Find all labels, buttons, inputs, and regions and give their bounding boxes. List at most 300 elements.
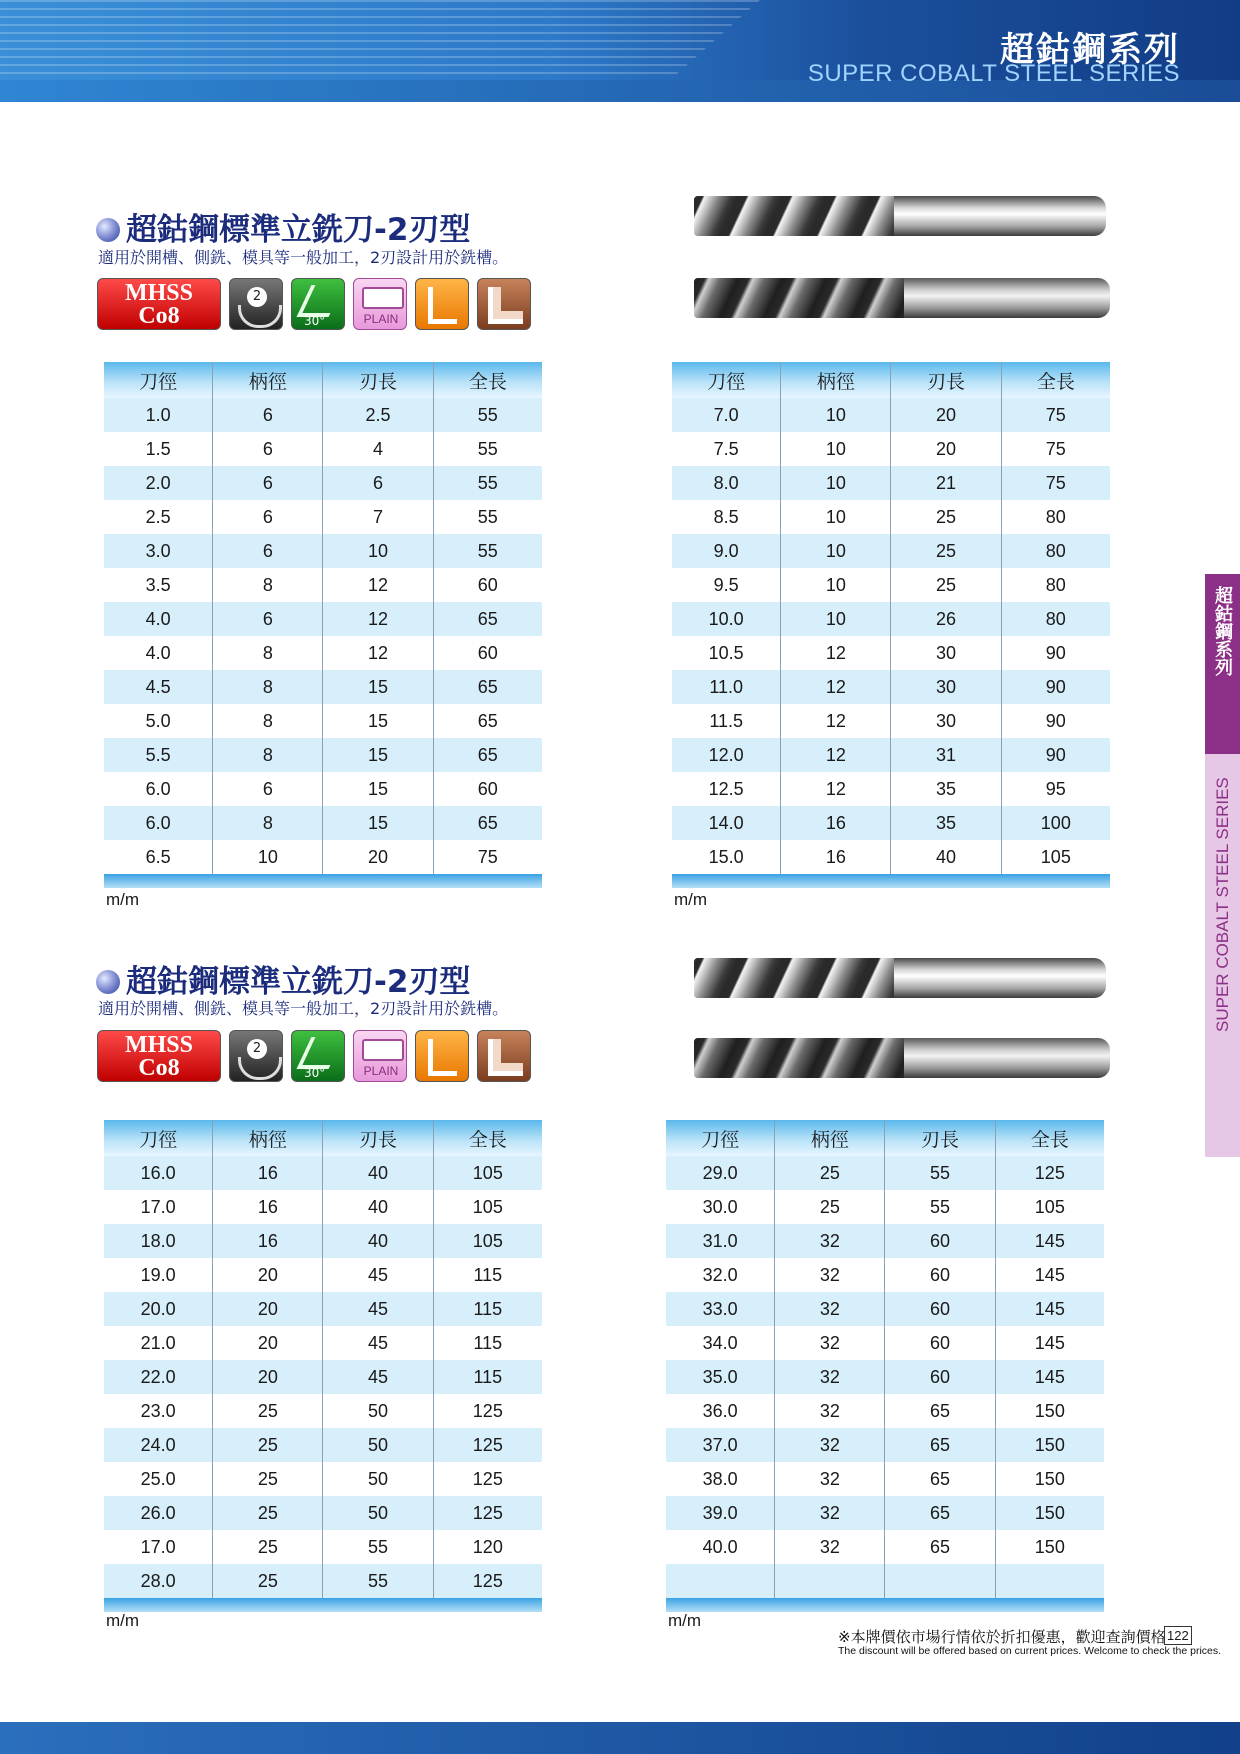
table-header-row: [672, 362, 1110, 398]
unit-label-1: m/m: [106, 890, 140, 909]
table-cell: 21: [891, 466, 1001, 500]
table-cell: 60: [885, 1360, 995, 1394]
table-cell: 12: [781, 670, 891, 704]
table-cell: [666, 1564, 775, 1598]
table-cell: 60: [885, 1224, 995, 1258]
column-header: 刀徑: [104, 362, 213, 398]
header-title-en: SUPER COBALT STEEL SERIES: [807, 60, 1180, 87]
table-cell: 32: [775, 1530, 885, 1564]
table-row: [104, 738, 542, 772]
table-row: [672, 432, 1110, 466]
table-cell: 26: [891, 602, 1001, 636]
table-cell: 115: [433, 1258, 542, 1292]
bullet-icon: [96, 970, 120, 994]
side-tab-label-zh: 超鈷鋼系列: [1212, 586, 1233, 676]
flute-count: 2: [247, 287, 267, 307]
table-cell: 20: [213, 1292, 323, 1326]
end-mill-image-uncoated: [694, 196, 1106, 236]
table-cell: 7.0: [672, 398, 781, 432]
table-cell: 25: [213, 1394, 323, 1428]
table-cell: 6: [213, 432, 323, 466]
unit-label-3: m/m: [106, 1611, 140, 1630]
table-cell: 8.0: [672, 466, 781, 500]
table-cell: 15.0: [672, 840, 781, 874]
table-cell: 32: [775, 1326, 885, 1360]
table-cell: 31.0: [666, 1224, 775, 1258]
table-row: [104, 466, 542, 500]
section-1-subtitle: 適用於開槽、側銑、模具等一般加工，2刃設計用於銑槽。: [98, 248, 509, 267]
table-row: [666, 1292, 1104, 1326]
table-row: [672, 704, 1110, 738]
table-footer-bar: [672, 874, 1110, 888]
table-row: [672, 670, 1110, 704]
material-line-1: MHSS: [124, 1032, 193, 1058]
table-cell: 55: [323, 1564, 433, 1598]
table-cell: 32: [775, 1394, 885, 1428]
table-cell: 39.0: [666, 1496, 775, 1530]
table-cell: 15: [323, 738, 433, 772]
table-cell: 145: [995, 1292, 1104, 1326]
table-cell: 12: [781, 772, 891, 806]
table-row: [666, 1462, 1104, 1496]
table-cell: 65: [885, 1496, 995, 1530]
table-cell: 60: [885, 1326, 995, 1360]
price-note-zh: ※本牌價依市場行情依於折扣優惠，歡迎查詢價格: [838, 1628, 1166, 1646]
table-row: [672, 466, 1110, 500]
table-cell: 105: [433, 1224, 542, 1258]
table-cell: 32: [775, 1224, 885, 1258]
table-row: [666, 1496, 1104, 1530]
table-cell: 50: [323, 1496, 433, 1530]
table-cell: 32: [775, 1462, 885, 1496]
column-header: 柄徑: [775, 1120, 885, 1156]
table-cell: 16: [213, 1224, 323, 1258]
table-cell: 9.0: [672, 534, 781, 568]
table-cell: 65: [433, 670, 542, 704]
table-cell: 25: [891, 568, 1001, 602]
page-number: 122: [1164, 1626, 1192, 1645]
unit-label-2: m/m: [674, 890, 708, 909]
column-header: 刃長: [891, 362, 1001, 398]
table-cell: 10.5: [672, 636, 781, 670]
table-row: [672, 636, 1110, 670]
table-row: [666, 1360, 1104, 1394]
table-cell: 6: [213, 466, 323, 500]
table-cell: 50: [323, 1462, 433, 1496]
table-cell: 25: [775, 1156, 885, 1190]
table-cell: 75: [1001, 432, 1110, 466]
table-cell: 65: [433, 738, 542, 772]
table-row: [672, 602, 1110, 636]
two-flute-icon: [229, 278, 283, 330]
shank-label: PLAIN: [363, 312, 399, 326]
table-row: [104, 1292, 542, 1326]
table-row: [104, 568, 542, 602]
table-cell: 8: [213, 568, 323, 602]
table-cell: 65: [885, 1462, 995, 1496]
table-cell: 23.0: [104, 1394, 213, 1428]
table-cell: 17.0: [104, 1530, 213, 1564]
table-cell: 21.0: [104, 1326, 213, 1360]
table-cell: 115: [433, 1292, 542, 1326]
table-cell: [995, 1564, 1104, 1598]
table-cell: 150: [995, 1462, 1104, 1496]
table-row: [104, 534, 542, 568]
spec-table-3: [104, 1120, 542, 1612]
table-cell: 14.0: [672, 806, 781, 840]
table-cell: 125: [433, 1462, 542, 1496]
column-header: 全長: [433, 1120, 542, 1156]
table-cell: 145: [995, 1360, 1104, 1394]
table-cell: 90: [1001, 670, 1110, 704]
table-cell: 10: [781, 500, 891, 534]
table-cell: 32: [775, 1496, 885, 1530]
table-cell: 40: [891, 840, 1001, 874]
mhss-co8-icon: [97, 278, 221, 330]
helix-angle-label: 30°: [304, 314, 326, 328]
side-milling-icon: [415, 1030, 469, 1082]
table-row: [104, 806, 542, 840]
table-cell: 2.0: [104, 466, 213, 500]
table-cell: 12: [781, 636, 891, 670]
table-row: [104, 636, 542, 670]
price-note-en: The discount will be offered based on current prices. Welcome to check the prices.: [838, 1645, 1222, 1657]
table-footer-bar: [104, 1598, 542, 1612]
table-cell: 125: [433, 1496, 542, 1530]
table-cell: 6.5: [104, 840, 213, 874]
material-line-2: Co8: [138, 303, 180, 329]
table-cell: 12: [323, 636, 433, 670]
table-cell: 20.0: [104, 1292, 213, 1326]
table-row: [666, 1428, 1104, 1462]
table-cell: 25.0: [104, 1462, 213, 1496]
table-cell: 115: [433, 1326, 542, 1360]
section-2-title-text: 超鈷鋼標準立銑刀-2刃型: [126, 964, 471, 1000]
table-cell: 105: [433, 1190, 542, 1224]
table-cell: 6: [213, 602, 323, 636]
table-cell: 12.5: [672, 772, 781, 806]
table-cell: 55: [433, 500, 542, 534]
table-cell: 145: [995, 1224, 1104, 1258]
section-2-subtitle: 適用於開槽、側銑、模具等一般加工，2刃設計用於銑槽。: [98, 999, 509, 1018]
table-cell: 32.0: [666, 1258, 775, 1292]
table-cell: 16: [781, 806, 891, 840]
table-cell: 90: [1001, 636, 1110, 670]
table-row: [666, 1394, 1104, 1428]
column-header: 柄徑: [781, 362, 891, 398]
table-cell: 55: [433, 398, 542, 432]
table-cell: 25: [775, 1190, 885, 1224]
table-row: [104, 1326, 542, 1360]
table-cell: 10: [781, 534, 891, 568]
table-cell: 30: [891, 704, 1001, 738]
table-cell: 32: [775, 1360, 885, 1394]
table-row: [104, 1258, 542, 1292]
footer-band: [0, 1722, 1240, 1754]
table-cell: 10: [781, 568, 891, 602]
table-cell: 3.5: [104, 568, 213, 602]
table-cell: 12.0: [672, 738, 781, 772]
table-row: [666, 1530, 1104, 1564]
table-cell: 100: [1001, 806, 1110, 840]
table-cell: 25: [213, 1530, 323, 1564]
bullet-icon: [96, 218, 120, 242]
table-cell: 16.0: [104, 1156, 213, 1190]
column-header: 全長: [433, 362, 542, 398]
table-cell: 22.0: [104, 1360, 213, 1394]
table-cell: 32: [775, 1292, 885, 1326]
table-cell: 3.0: [104, 534, 213, 568]
table-cell: 105: [433, 1156, 542, 1190]
table-row: [672, 534, 1110, 568]
table-header-row: [104, 362, 542, 398]
table-row: [104, 1428, 542, 1462]
end-mill-image-uncoated: [694, 958, 1106, 998]
end-mill-image-coated: [694, 278, 1110, 318]
side-tab-label-en: SUPER COBALT STEEL SERIES: [1213, 777, 1232, 1033]
column-header: 全長: [995, 1120, 1104, 1156]
table-row: [104, 1496, 542, 1530]
table-cell: 6: [323, 466, 433, 500]
table-cell: 1.0: [104, 398, 213, 432]
table-cell: 8: [213, 704, 323, 738]
table-row: [672, 398, 1110, 432]
table-cell: 33.0: [666, 1292, 775, 1326]
table-cell: 40.0: [666, 1530, 775, 1564]
table-cell: 35: [891, 772, 1001, 806]
table-row: [104, 1462, 542, 1496]
table-cell: 34.0: [666, 1326, 775, 1360]
table-cell: 45: [323, 1258, 433, 1292]
table-cell: 8.5: [672, 500, 781, 534]
table-cell: 80: [1001, 500, 1110, 534]
table-cell: 25: [891, 534, 1001, 568]
table-row: [104, 1530, 542, 1564]
header-title-zh: 超鈷鋼系列: [1000, 30, 1180, 70]
table-row: [666, 1224, 1104, 1258]
table-cell: 5.0: [104, 704, 213, 738]
table-cell: 45: [323, 1292, 433, 1326]
table-cell: 40: [323, 1224, 433, 1258]
table-cell: 4.0: [104, 602, 213, 636]
table-cell: 55: [433, 534, 542, 568]
table-cell: 55: [885, 1190, 995, 1224]
table-cell: 65: [885, 1530, 995, 1564]
table-cell: 15: [323, 704, 433, 738]
table-cell: 11.0: [672, 670, 781, 704]
table-cell: 105: [995, 1190, 1104, 1224]
table-row: [104, 500, 542, 534]
section-2-feature-icons: [97, 1030, 531, 1084]
table-cell: 65: [433, 602, 542, 636]
table-cell: 125: [433, 1428, 542, 1462]
table-row: [666, 1326, 1104, 1360]
table-row: [104, 1360, 542, 1394]
table-cell: 150: [995, 1496, 1104, 1530]
table-row: [104, 670, 542, 704]
table-cell: 8: [213, 738, 323, 772]
table-cell: 35.0: [666, 1360, 775, 1394]
table-cell: 2.5: [104, 500, 213, 534]
helix-angle-label: 30°: [304, 1066, 326, 1080]
column-header: 刀徑: [672, 362, 781, 398]
unit-label-4: m/m: [668, 1611, 702, 1630]
table-row: [666, 1190, 1104, 1224]
table-cell: 32: [775, 1428, 885, 1462]
table-cell: 36.0: [666, 1394, 775, 1428]
table-cell: 6.0: [104, 772, 213, 806]
table-cell: 17.0: [104, 1190, 213, 1224]
flute-count: 2: [247, 1039, 267, 1059]
plain-shank-icon: [353, 1030, 407, 1082]
table-cell: 20: [891, 432, 1001, 466]
mhss-co8-icon: [97, 1030, 221, 1082]
table-cell: 150: [995, 1394, 1104, 1428]
table-cell: 125: [995, 1156, 1104, 1190]
table-row: [672, 806, 1110, 840]
helix-angle-icon: [291, 278, 345, 330]
table-cell: 75: [1001, 466, 1110, 500]
table-cell: 6: [213, 534, 323, 568]
shank-label: PLAIN: [363, 1064, 399, 1078]
table-cell: 5.5: [104, 738, 213, 772]
section-1-feature-icons: [97, 278, 531, 332]
table-cell: 20: [213, 1360, 323, 1394]
table-cell: 80: [1001, 534, 1110, 568]
table-cell: 120: [433, 1530, 542, 1564]
table-cell: 10: [781, 466, 891, 500]
table-cell: 7: [323, 500, 433, 534]
table-header-row: [104, 1120, 542, 1156]
column-header: 刀徑: [666, 1120, 775, 1156]
table-cell: 150: [995, 1530, 1104, 1564]
table-cell: 12: [323, 602, 433, 636]
end-mill-image-coated: [694, 1038, 1110, 1078]
table-cell: 105: [1001, 840, 1110, 874]
table-cell: 4: [323, 432, 433, 466]
table-cell: 10.0: [672, 602, 781, 636]
table-cell: 28.0: [104, 1564, 213, 1598]
table-cell: 60: [433, 636, 542, 670]
material-line-2: Co8: [138, 1055, 180, 1081]
table-row: [104, 772, 542, 806]
table-cell: 29.0: [666, 1156, 775, 1190]
table-cell: 6: [213, 772, 323, 806]
table-cell: 80: [1001, 568, 1110, 602]
table-row: [672, 500, 1110, 534]
spec-table-2: [672, 362, 1110, 888]
table-row: [104, 1224, 542, 1258]
table-cell: 45: [323, 1360, 433, 1394]
table-cell: 145: [995, 1258, 1104, 1292]
table-row: [104, 1190, 542, 1224]
column-header: 全長: [1001, 362, 1110, 398]
table-cell: 115: [433, 1360, 542, 1394]
table-cell: 32: [775, 1258, 885, 1292]
table-cell: 50: [323, 1428, 433, 1462]
table-cell: 65: [433, 704, 542, 738]
table-cell: 26.0: [104, 1496, 213, 1530]
table-cell: [775, 1564, 885, 1598]
section-1-title: [96, 204, 470, 249]
table-cell: 50: [323, 1394, 433, 1428]
table-cell: 8: [213, 806, 323, 840]
table-footer-bar: [666, 1598, 1104, 1612]
table-cell: 75: [433, 840, 542, 874]
table-cell: 19.0: [104, 1258, 213, 1292]
table-row: [672, 738, 1110, 772]
table-row: [666, 1258, 1104, 1292]
table-cell: 12: [781, 738, 891, 772]
table-cell: 25: [213, 1564, 323, 1598]
table-row: [672, 568, 1110, 602]
table-cell: 30: [891, 670, 1001, 704]
table-cell: 16: [781, 840, 891, 874]
slotting-icon: [477, 1030, 531, 1082]
table-row: [104, 1394, 542, 1428]
table-cell: 12: [781, 704, 891, 738]
table-footer-bar: [104, 874, 542, 888]
table-cell: 10: [781, 398, 891, 432]
table-cell: 6: [213, 500, 323, 534]
table-cell: 65: [885, 1394, 995, 1428]
table-cell: 9.5: [672, 568, 781, 602]
table-cell: 25: [213, 1496, 323, 1530]
table-cell: 11.5: [672, 704, 781, 738]
table-cell: 55: [433, 466, 542, 500]
table-cell: [885, 1564, 995, 1598]
table-cell: 15: [323, 670, 433, 704]
slotting-icon: [477, 278, 531, 330]
table-header-row: [666, 1120, 1104, 1156]
table-cell: 24.0: [104, 1428, 213, 1462]
table-cell: 55: [433, 432, 542, 466]
table-cell: 4.5: [104, 670, 213, 704]
column-header: 刀徑: [104, 1120, 213, 1156]
table-cell: 10: [781, 432, 891, 466]
table-cell: 55: [885, 1156, 995, 1190]
column-header: 刃長: [323, 1120, 433, 1156]
table-cell: 37.0: [666, 1428, 775, 1462]
table-cell: 31: [891, 738, 1001, 772]
table-cell: 6: [213, 398, 323, 432]
table-cell: 10: [781, 602, 891, 636]
table-cell: 60: [885, 1258, 995, 1292]
table-cell: 35: [891, 806, 1001, 840]
plain-shank-icon: [353, 278, 407, 330]
table-cell: 60: [433, 568, 542, 602]
table-row: [672, 772, 1110, 806]
table-row: [104, 840, 542, 874]
table-cell: 45: [323, 1326, 433, 1360]
table-cell: 20: [891, 398, 1001, 432]
table-cell: 4.0: [104, 636, 213, 670]
table-cell: 65: [433, 806, 542, 840]
table-cell: 10: [213, 840, 323, 874]
table-row: [666, 1156, 1104, 1190]
table-cell: 65: [885, 1428, 995, 1462]
table-cell: 20: [323, 840, 433, 874]
two-flute-icon: [229, 1030, 283, 1082]
table-cell: 20: [213, 1326, 323, 1360]
table-cell: 38.0: [666, 1462, 775, 1496]
table-row: [104, 432, 542, 466]
table-cell: 25: [213, 1462, 323, 1496]
spec-table-4: [666, 1120, 1104, 1612]
helix-angle-icon: [291, 1030, 345, 1082]
table-cell: 90: [1001, 738, 1110, 772]
table-cell: 150: [995, 1428, 1104, 1462]
